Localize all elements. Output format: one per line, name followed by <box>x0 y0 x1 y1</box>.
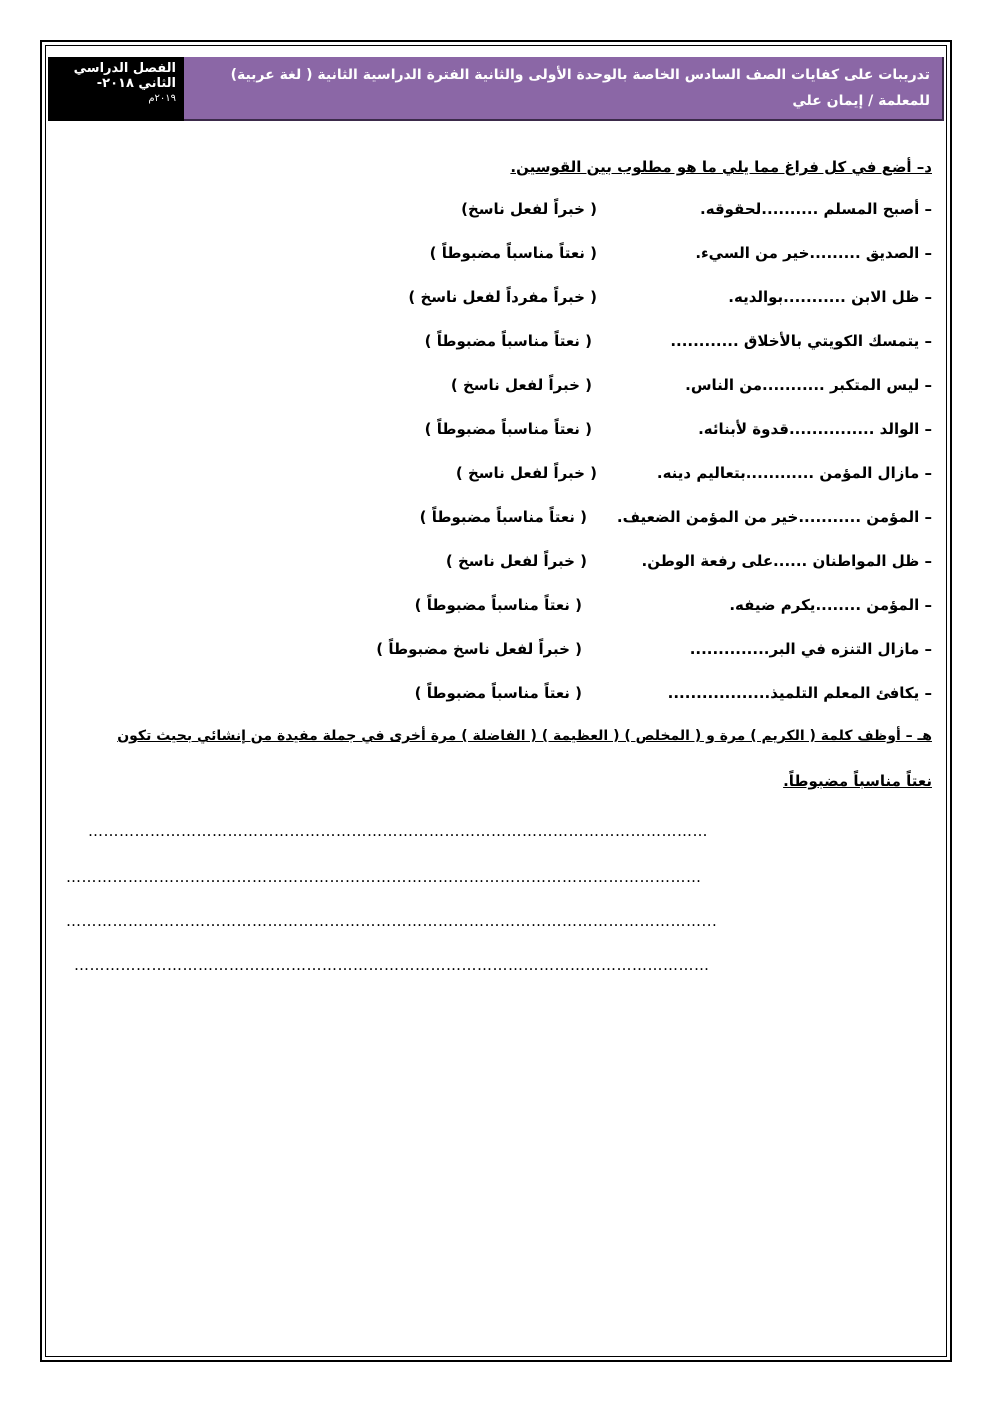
exercise-sentence: – الصديق .........خير من السيء. <box>695 244 932 262</box>
exercise-hint: ( خبراً لفعل ناسخ ) <box>455 464 597 482</box>
section-d-title: د– أضع في كل فراغ مما يلي ما هو مطلوب بين القوسين. <box>510 158 932 176</box>
exercise-hint: ( خبراً لفعل ناسخ ) <box>450 376 592 394</box>
exercise-hint: ( خبراً لفعل ناسخ ) <box>445 552 587 570</box>
exercise-hint: ( نعتاً مناسباً مضبوطاً ) <box>414 684 582 702</box>
exercise-hint: ( خبراً لفعل ناسخ) <box>461 200 597 218</box>
exercise-hint: ( خبراً لفعل ناسخ مضبوطاً ) <box>376 640 582 658</box>
exercise-sentence: – أصبح المسلم ..........لحقوقه. <box>700 200 932 218</box>
term-year: ٢٠١٩م <box>148 93 176 104</box>
exercise-row <box>60 200 932 228</box>
exercise-sentence: – يتمسك الكويتي بالأخلاق ............ <box>670 332 932 350</box>
answer-line[interactable]: ………………………………………………………………………………………………………… <box>88 822 708 840</box>
worksheet-header <box>48 57 944 121</box>
answer-line[interactable]: ……………………………………………………………………………………………………………... <box>66 912 718 930</box>
exercise-sentence: – الوالد ...............قدوة لأبنائه. <box>698 420 932 438</box>
exercise-sentence: – ظل المواطنان ......على رفعة الوطن. <box>641 552 932 570</box>
exercise-hint: ( نعتاً مناسباً مضبوطاً ) <box>419 508 587 526</box>
exercise-row <box>60 244 932 272</box>
exercise-hint: ( نعتاً مناسباً مضبوطاً ) <box>424 332 592 350</box>
exercise-row <box>60 640 932 668</box>
exercise-sentence: – مازال المؤمن ............بتعاليم دينه. <box>656 464 932 482</box>
exercise-row <box>60 464 932 492</box>
exercise-row <box>60 288 932 316</box>
exercise-sentence: – المؤمن ...........خير من المؤمن الضعيف. <box>616 508 932 526</box>
exercise-row <box>60 684 932 712</box>
exercise-row <box>60 552 932 580</box>
exercise-row <box>60 420 932 448</box>
term-box <box>48 57 184 121</box>
exercise-hint: ( خبراً مفرداً لفعل ناسخ ) <box>408 288 597 306</box>
section-h-title: هـ – أوظف كلمة ( الكريم ) مرة و ( المخلص ) ( العظيمة ) ( الفاضلة ) مرة أخرى في جملة مفيدة من إنشائي بحيث تكون <box>117 728 932 744</box>
exercise-row <box>60 508 932 536</box>
exercise-row <box>60 376 932 404</box>
exercise-sentence: – ليس المتكبر ...........من الناس. <box>685 376 932 394</box>
exercise-sentence: – المؤمن ........يكرم ضيفه. <box>729 596 932 614</box>
term-label: الفصل الدراسي الثاني ٢٠١٨- <box>73 61 176 91</box>
worksheet-title: تدريبات على كفايات الصف السادس الخاصة بالوحدة الأولى والثانية الفترة الدراسية الثانية ( لغة عربية) للمعلمة / إيمان علي <box>230 67 930 109</box>
exercise-row <box>60 596 932 624</box>
exercise-hint: ( نعتاً مناسباً مضبوطاً ) <box>424 420 592 438</box>
exercise-sentence: – مازال التنزه في البر.............. <box>689 640 932 658</box>
title-banner <box>184 57 944 121</box>
exercise-sentence: – ظل الابن ...........بوالديه. <box>728 288 932 306</box>
exercise-hint: ( نعتاً مناسباً مضبوطاً ) <box>429 244 597 262</box>
exercise-row <box>60 332 932 360</box>
section-h-title-cont: نعتاً مناسباً مضبوطاً. <box>783 772 932 790</box>
exercise-hint: ( نعتاً مناسباً مضبوطاً ) <box>414 596 582 614</box>
exercise-sentence: – يكافئ المعلم التلميذ.................. <box>667 684 932 702</box>
answer-line[interactable]: …………………………………………………………………………………………………………… <box>66 868 702 886</box>
answer-line[interactable]: …………………………………………………………………………………………………………… <box>74 956 710 974</box>
